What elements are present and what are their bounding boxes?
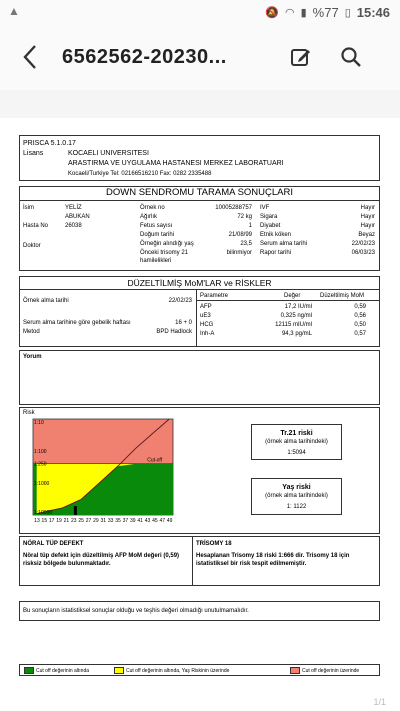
comment-box	[19, 350, 380, 405]
mom-title: DÜZELTİLMİŞ MoM'LAR ve RİSKLER	[20, 278, 379, 290]
yas-risk-box	[251, 478, 342, 515]
hasta-no-label: Hasta No	[23, 223, 49, 229]
param-value: 0,325 ng/ml	[280, 313, 312, 319]
param-mom: 0,56	[354, 313, 366, 319]
main-title: DOWN SENDROMU TARAMA SONUÇLARI	[20, 188, 379, 201]
x-tick-label: 49	[166, 518, 173, 524]
x-tick-label: 25	[78, 518, 84, 524]
x-tick-label: 39	[129, 518, 136, 524]
report-page	[0, 118, 400, 711]
rapor-label: Rapor tarihi	[260, 250, 292, 256]
ornek-no-value: 10005288757	[215, 205, 252, 211]
fetus-value: 1	[248, 223, 252, 229]
footer-note: Bu sonuçların istatistiksel sonuçlar olduğu ve teşhis değeri olmadığı unutulmamalıdır.	[23, 608, 249, 614]
param-header-value: Değer	[284, 293, 301, 299]
x-tick-label: 29	[93, 518, 99, 524]
ivf-label: IVF	[260, 205, 270, 211]
metod-value: BPD Hadlock	[156, 329, 192, 335]
hasta-no-value: 26038	[65, 223, 82, 229]
silent-icon: 🔕	[265, 7, 279, 19]
param-name: uE3	[200, 313, 211, 319]
x-tick-label: 41	[137, 518, 143, 524]
document-title: 6562562-20230...	[62, 46, 227, 68]
battery-percent: %77	[312, 5, 339, 20]
soyad-value: ABUKAN	[65, 214, 90, 220]
lisans-line-1: KOCAELI UNIVERSITESI	[68, 150, 149, 157]
ntd-t18-box	[19, 536, 380, 586]
clock: 15:46	[356, 5, 390, 20]
search-icon[interactable]	[340, 46, 364, 70]
comment-label: Yorum	[23, 354, 42, 360]
rapor-value: 06/03/23	[351, 250, 375, 256]
mom-box	[19, 276, 380, 347]
y-tick-label: 1:10	[34, 420, 44, 426]
ivf-value: Hayır	[360, 205, 375, 211]
isim-value: YELİZ	[65, 205, 82, 211]
x-tick-label: 37	[122, 518, 129, 524]
app-bar	[0, 28, 400, 90]
lisans-label: Lisans	[23, 150, 44, 157]
doktor-label: Doktor	[23, 243, 41, 249]
etnik-label: Etnik köken	[260, 232, 292, 238]
risk-box	[19, 407, 380, 534]
metod-label: Metod	[23, 329, 40, 335]
y-tick-label: 1:250	[34, 461, 47, 468]
x-tick-label: 17	[48, 518, 55, 524]
header-box	[19, 135, 380, 181]
x-tick-label: 31	[100, 518, 107, 524]
x-tick-label: 19	[56, 518, 62, 524]
diyabet-value: Hayır	[360, 223, 375, 229]
param-name: Inh-A	[200, 331, 215, 337]
page-indicator: 1/1	[373, 697, 386, 707]
x-tick-label: 33	[107, 518, 114, 524]
etnik-value: Beyaz	[358, 232, 375, 238]
y-tick-label: 1:10000	[34, 510, 53, 516]
patient-marker	[74, 506, 77, 515]
diyabet-label: Diyabet	[260, 223, 281, 229]
t18-title: TRİSOMY 18	[196, 541, 232, 547]
yas-risk-value: 1: 1122	[286, 504, 307, 510]
prisca-version: PRISCA 5.1.0.17	[23, 140, 76, 147]
ntd-text: Nöral tüp defekt için düzeltilmiş AFP MoM değeri (0,59) risksiz bölgede bulunmaktadır.	[23, 553, 180, 567]
x-tick-label: 35	[115, 518, 121, 524]
param-value: 12115 mIU/ml	[275, 322, 312, 328]
t18-text: Hesaplanan Trisomy 18 riski 1:666 dir. Trisomy 18 için istatistiksel bir risk tespit edilmemiştir.	[196, 553, 350, 567]
param-name: HCG	[200, 322, 214, 328]
serum-value: 22/02/23	[351, 241, 375, 247]
ornek-alma-value: 22/02/23	[168, 298, 192, 304]
legend-yellow-text: Cut off değerinin altında, Yaş Riskinin üzerinde	[126, 668, 230, 674]
yas-risk-title: Yaş riski	[282, 484, 311, 491]
dogum-label: Doğum tarihi	[140, 232, 175, 238]
x-tick-label: 23	[71, 518, 77, 524]
notification-icon: ▲	[8, 4, 20, 18]
param-name: AFP	[200, 304, 212, 310]
patient-box	[19, 186, 380, 271]
dogum-value: 21/08/99	[228, 232, 252, 238]
ornek-alma-label: Örnek alma tarihi	[23, 298, 69, 304]
gebelik-label: Serum alma tarihine göre gebelik haftası	[23, 320, 131, 326]
edit-icon[interactable]	[290, 46, 314, 70]
risk-label: Risk	[23, 410, 35, 416]
yas-risk-sub: (örnek alma tarihindeki)	[265, 493, 328, 499]
legend-red-swatch	[290, 667, 300, 674]
status-bar	[0, 0, 400, 28]
x-tick-label: 15	[41, 518, 48, 524]
signal-icon: ▮	[300, 7, 307, 19]
legend-red-text: Cut off değerinin üzerinde	[302, 668, 360, 674]
onceki-label: Önceki trisomy 21 hamilelikleri	[140, 250, 189, 264]
ntd-title: NÖRAL TÜP DEFEKT	[23, 541, 84, 547]
agirlik-value: 72 kg	[237, 214, 252, 220]
param-value: 94,3 pg/mL	[281, 331, 312, 337]
y-tick-label: 1:100	[34, 449, 47, 455]
battery-icon: ▯	[344, 7, 351, 19]
y-tick-label: 1:1000	[34, 481, 50, 487]
serum-label: Serum alma tarihi	[260, 241, 308, 247]
yas-value: 23,5	[240, 241, 252, 247]
param-header-name: Parametre	[200, 293, 229, 299]
gebelik-value: 16 + 0	[175, 320, 192, 326]
param-mom: 0,59	[354, 304, 366, 310]
back-arrow-icon[interactable]	[22, 44, 46, 72]
ornek-no-label: Örnek no	[140, 205, 165, 211]
legend-box	[19, 664, 380, 676]
sigara-value: Hayır	[360, 214, 375, 220]
legend-green-swatch	[24, 667, 34, 674]
isim-label: İsim	[23, 205, 34, 211]
yas-label: Örneğin alındığı yaş	[140, 241, 194, 247]
tr21-value: 1:5094	[287, 450, 306, 456]
legend-yellow-swatch	[114, 667, 124, 674]
param-value: 17,2 IU/ml	[284, 304, 312, 310]
tr21-title: Tr.21 riski	[280, 430, 313, 437]
x-tick-label: 27	[85, 518, 92, 524]
cutoff-label: Cut-off	[147, 457, 163, 464]
tr21-risk-box	[251, 424, 342, 460]
footer-note-box	[19, 601, 380, 621]
x-tick-label: 47	[159, 518, 166, 524]
param-mom: 0,57	[354, 331, 366, 337]
x-tick-label: 45	[152, 518, 158, 524]
param-mom: 0,50	[354, 322, 366, 328]
agirlik-label: Ağırlık	[140, 214, 158, 220]
tr21-sub: (örnek alma tarihindeki)	[265, 439, 328, 445]
sigara-label: Sigara	[260, 214, 278, 220]
risk-chart	[20, 408, 180, 534]
lisans-line-3: Kocaeli/Turkiye Tel: 02166516210 Fax: 0282 2335488	[68, 171, 212, 177]
onceki-value: bilinmiyor	[226, 250, 252, 256]
x-tick-label: 13	[34, 518, 40, 524]
x-tick-label: 43	[144, 518, 151, 524]
legend-green-text: Cut off değerinin altında	[36, 668, 90, 674]
fetus-label: Fetus sayısı	[140, 223, 173, 229]
lisans-line-2: ARASTIRMA VE UYGULAMA HASTANESI MERKEZ LABORATUARI	[68, 160, 284, 167]
wifi-icon: ◠	[284, 7, 295, 19]
x-tick-label: 21	[63, 518, 70, 524]
param-header-mom: Düzeltilmiş MoM	[320, 293, 365, 299]
